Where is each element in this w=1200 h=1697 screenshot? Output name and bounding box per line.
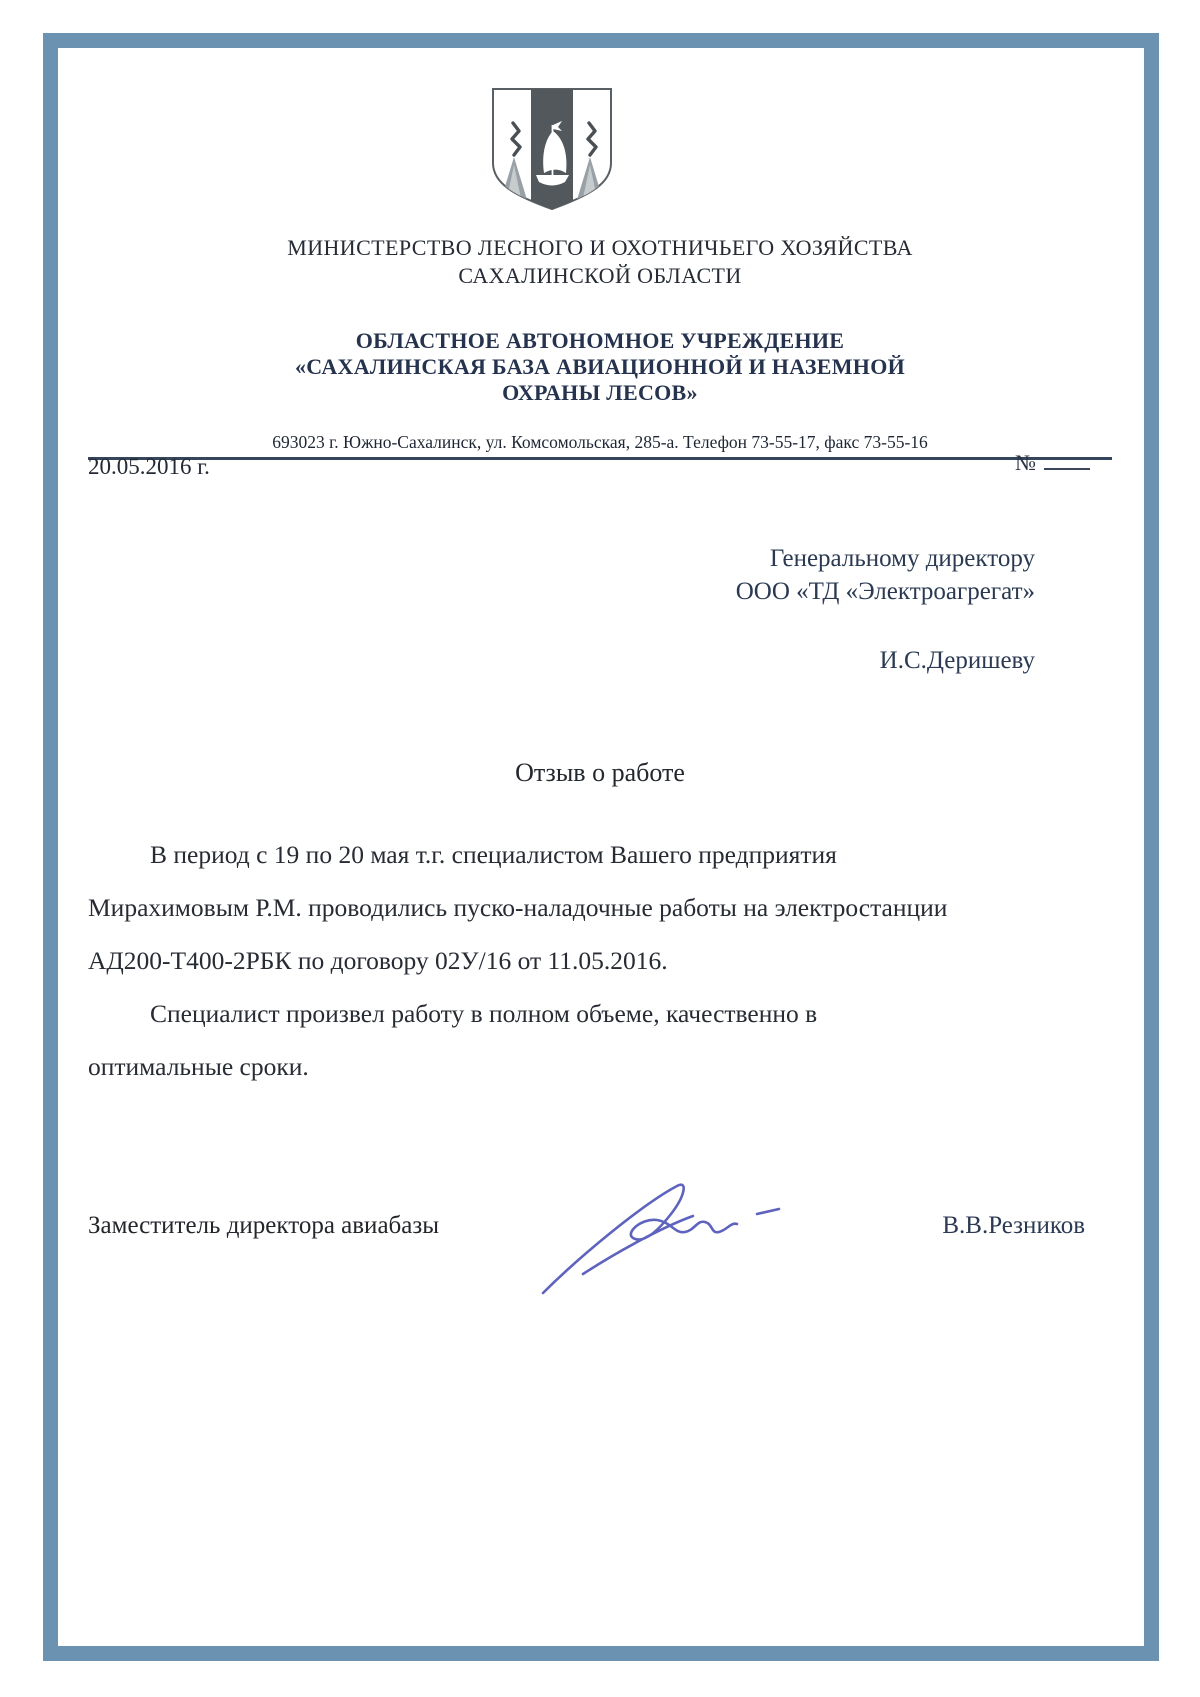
handwritten-signature-icon xyxy=(525,1178,815,1300)
body-paragraph1-line2: Мирахимовым Р.М. проводились пуско-наладочные работы на электростанции xyxy=(88,893,948,922)
document-title: Отзыв о работе xyxy=(515,758,685,787)
addressee-name: И.С.Деришеву xyxy=(879,647,1035,674)
body-paragraph1-line1: В период с 19 по 20 мая т.г. специалистом Вашего предприятия xyxy=(150,840,837,869)
signer-position: Заместитель директора авиабазы xyxy=(88,1212,440,1239)
ministry-name-line2: САХАЛИНСКОЙ ОБЛАСТИ xyxy=(458,263,742,288)
letter-date: 20.05.2016 г. xyxy=(88,454,210,479)
body-paragraph2-line1: Специалист произвел работу в полном объеме, качественно в xyxy=(150,999,818,1028)
organization-name-line2: «САХАЛИНСКАЯ БАЗА АВИАЦИОННОЙ И НАЗЕМНОЙ xyxy=(294,354,906,379)
organization-address: 693023 г. Южно-Сахалинск, ул. Комсомольская, 285-а. Телефон 73-55-17, факс 73-55-16 xyxy=(272,432,928,452)
sakhalin-coat-of-arms-icon xyxy=(487,85,617,213)
addressee-block xyxy=(736,542,1035,677)
header-divider xyxy=(88,457,1112,460)
signer-name: В.В.Резников xyxy=(942,1212,1085,1239)
organization-name-line1: ОБЛАСТНОЕ АВТОНОМНОЕ УЧРЕЖДЕНИЕ xyxy=(355,328,845,353)
body-paragraph1-line3: АД200-Т400-2РБК по договору 02У/16 от 11.05.2016. xyxy=(88,946,668,975)
ministry-name-line1: МИНИСТЕРСТВО ЛЕСНОГО И ОХОТНИЧЬЕГО ХОЗЯЙСТВА xyxy=(287,235,913,260)
letter-number-blank xyxy=(1044,452,1090,470)
letter-number xyxy=(1015,450,1090,476)
organization-name-line3: ОХРАНЫ ЛЕСОВ» xyxy=(502,380,698,405)
addressee-company: ООО «ТД «Электроагрегат» xyxy=(735,578,1035,605)
letter-number-label: № xyxy=(1015,450,1036,475)
body-paragraph2-line2: оптимальные сроки. xyxy=(88,1052,309,1081)
addressee-title: Генеральному директору xyxy=(769,545,1035,572)
